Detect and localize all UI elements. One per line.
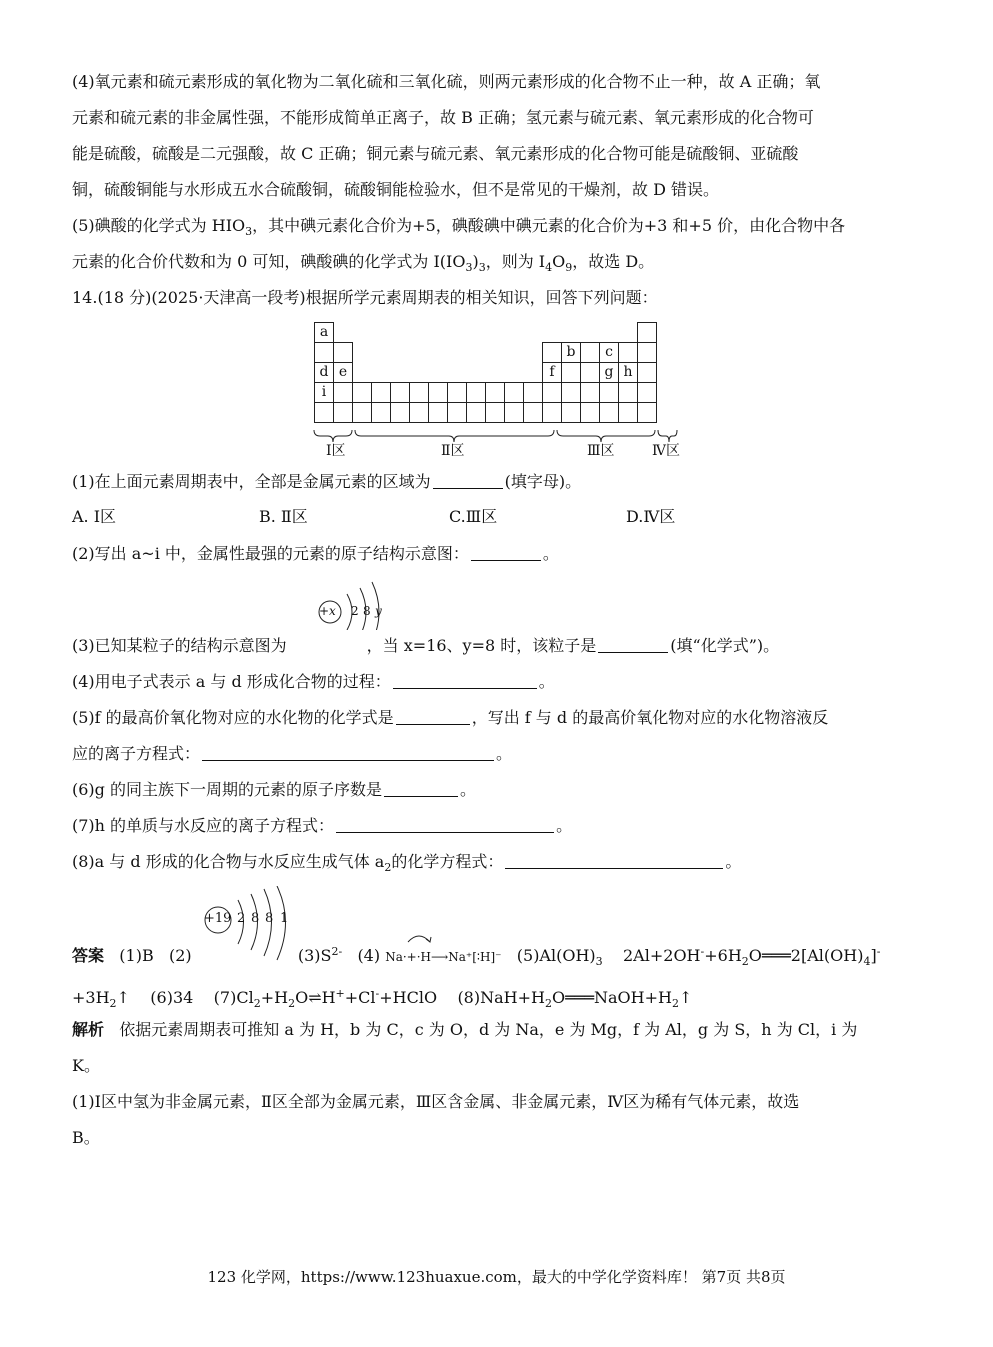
shell-electrons: 8 <box>363 604 371 618</box>
para-line: (4)氧元素和硫元素形成的氧化物为二氧化硫和三氧化硫，则两元素形成的化合物不止一种，故 A 正确；氧 <box>72 72 821 91</box>
answer-blank[interactable] <box>433 472 503 489</box>
shell-electrons: 8 <box>265 911 274 926</box>
region-label-4: Ⅳ区 <box>652 443 680 459</box>
element-cell <box>561 402 581 423</box>
para5-line1: (5)碘酸的化学式为 $HIO_3$，其中碘元素化合价为+5，碘酸碘中碘元素的化合价为+3 和+5 价，由化合物中各 <box>72 216 846 238</box>
element-cell-e: e <box>333 362 353 383</box>
shell-electrons: y <box>375 604 382 618</box>
element-cell <box>561 362 581 383</box>
question-14-title: 14.(18 分)(2025·天津高一段考)根据所学元素周期表的相关知识，回答下列问题： <box>72 288 658 307</box>
element-cell <box>466 402 486 423</box>
shell-electrons: 2 <box>237 911 246 926</box>
element-cell <box>637 322 657 343</box>
para-line: 能是硫酸，硫酸是二元强酸，故 C 正确；铜元素与硫元素、氧元素形成的化合物可能是硫酸铜、亚硫酸 <box>72 144 799 163</box>
element-cell-h: h <box>618 362 638 383</box>
element-cell-d: d <box>314 362 334 383</box>
answer-blank[interactable] <box>336 816 554 833</box>
element-cell <box>428 402 448 423</box>
answer-blank[interactable] <box>505 852 723 869</box>
question-5-line2: 应的离子方程式： 。 <box>72 744 513 763</box>
page-footer: 123 化学网，https://www.123huaxue.com，最大的中学化学资料库！ 第7页 共8页 <box>207 1268 786 1286</box>
element-cell <box>485 382 505 403</box>
element-cell <box>447 382 467 403</box>
para5-line2: 元素的化合价代数和为 0 可知，碘酸碘的化学式为 $I(IO_3)_3$，则为 $I_4O_9$，故选 D。 <box>72 252 655 274</box>
element-cell <box>618 402 638 423</box>
element-cell <box>504 382 524 403</box>
option-b: B. Ⅱ区 <box>259 507 308 526</box>
para-line: 铜，硫酸铜能与水形成五水合硫酸铜，硫酸铜能检验水，但不是常见的干燥剂，故 D 错误。 <box>72 180 720 199</box>
answer-blank[interactable] <box>393 672 537 689</box>
element-cell <box>618 382 638 403</box>
answer-blank[interactable] <box>384 780 458 797</box>
element-cell <box>637 402 657 423</box>
region-label-1: Ⅰ区 <box>326 443 346 459</box>
option-c: C.Ⅲ区 <box>449 507 498 526</box>
region-label-2: Ⅱ区 <box>441 443 465 459</box>
element-cell <box>542 382 562 403</box>
element-cell <box>523 382 543 403</box>
element-cell <box>466 382 486 403</box>
question-4: (4)用电子式表示 a 与 d 形成化合物的过程： 。 <box>72 672 555 691</box>
element-cell <box>542 342 562 363</box>
element-cell <box>428 382 448 403</box>
element-cell <box>485 402 505 423</box>
question-3: (3)已知某粒子的结构示意图为 ，当 x=16、y=8 时，该粒子是 (填“化学式”)。 <box>72 636 780 655</box>
element-cell <box>580 362 600 383</box>
nucleus-charge: +19 <box>204 911 232 926</box>
element-cell <box>333 382 353 403</box>
element-cell <box>599 382 619 403</box>
answer-line-1: 答案 (1)B (2) $(3)S^{2-}$ (4) Na·+·H⟶Na⁺[∶H]⁻ $(5)Al(OH)_3$ $2Al+2OH^-+6H_2O═══2[Al(OH)_4]^-$ <box>72 945 881 968</box>
question-1: (1)在上面元素周期表中，全部是金属元素的区域为 (填字母)。 <box>72 472 582 491</box>
analysis-line-3: (1)Ⅰ区中氢为非金属元素，Ⅱ区全部为金属元素，Ⅲ区含金属、非金属元素，Ⅳ区为稀有气体元素，故选 <box>72 1092 800 1111</box>
answer-line-2: $+3H_2↑$ (6)34 $(7)Cl_2+H_2O\rightleftharpoons H^++Cl^-+HClO$ $(8)NaH+H_2O═══NaOH+H_2↑$ <box>72 987 693 1010</box>
element-cell <box>314 342 334 363</box>
element-cell <box>409 402 429 423</box>
para-line: 元素和硫元素的非金属性强，不能形成简单正离子，故 B 正确；氢元素与硫元素、氧元素形成的化合物可 <box>72 108 814 127</box>
region-braces <box>310 430 690 444</box>
element-cell-a: a <box>314 322 334 343</box>
element-cell <box>352 402 372 423</box>
element-cell <box>542 402 562 423</box>
element-cell <box>352 382 372 403</box>
question-5-line1: (5)f 的最高价氧化物对应的水化物的化学式是 ，写出 f 与 d 的最高价氧化物对应的水化物溶液反 <box>72 708 829 727</box>
element-cell <box>333 402 353 423</box>
shell-electrons: 8 <box>251 911 260 926</box>
analysis-line-1: 解析 依据元素周期表可推知 a 为 H，b 为 C，c 为 O，d 为 Na，e 为 Mg，f 为 Al，g 为 S，h 为 Cl，i 为 <box>72 1020 858 1039</box>
answer-blank[interactable] <box>471 544 541 561</box>
element-cell-c: c <box>599 342 619 363</box>
element-cell <box>637 382 657 403</box>
answer-blank[interactable] <box>202 744 494 761</box>
element-cell <box>561 382 581 403</box>
electron-transfer-arrow <box>404 932 434 944</box>
option-a: A. Ⅰ区 <box>72 507 117 526</box>
element-cell-f: f <box>542 362 562 383</box>
shell-electrons: 2 <box>351 604 359 618</box>
element-cell <box>504 402 524 423</box>
element-cell <box>333 342 353 363</box>
analysis-line-2: K。 <box>72 1056 100 1075</box>
element-cell <box>637 342 657 363</box>
question-2: (2)写出 a~i 中，金属性最强的元素的原子结构示意图： 。 <box>72 544 559 563</box>
nucleus-charge: +x <box>319 604 336 618</box>
question-6: (6)g 的同主族下一周期的元素的原子序数是 。 <box>72 780 477 799</box>
analysis-line-4: B。 <box>72 1128 100 1147</box>
element-cell <box>580 382 600 403</box>
answer-blank[interactable] <box>396 708 470 725</box>
element-cell <box>314 402 334 423</box>
element-cell <box>580 402 600 423</box>
element-cell <box>371 382 391 403</box>
element-cell-b: b <box>561 342 581 363</box>
element-cell <box>371 402 391 423</box>
element-cell <box>390 382 410 403</box>
element-cell <box>618 342 638 363</box>
element-cell-i: i <box>314 382 334 403</box>
element-cell <box>580 342 600 363</box>
element-cell <box>523 402 543 423</box>
element-cell <box>390 402 410 423</box>
answer-blank[interactable] <box>598 636 668 653</box>
element-cell <box>637 362 657 383</box>
element-cell-g: g <box>599 362 619 383</box>
question-7: (7)h 的单质与水反应的离子方程式： 。 <box>72 816 573 835</box>
element-cell <box>599 402 619 423</box>
shell-electrons: 1 <box>280 911 289 926</box>
element-cell <box>447 402 467 423</box>
element-cell <box>409 382 429 403</box>
option-d: D.Ⅳ区 <box>626 507 676 526</box>
question-8: (8)a 与 d 形成的化合物与水反应生成气体 $a_2$的化学方程式： 。 <box>72 852 742 874</box>
region-label-3: Ⅲ区 <box>587 443 615 459</box>
